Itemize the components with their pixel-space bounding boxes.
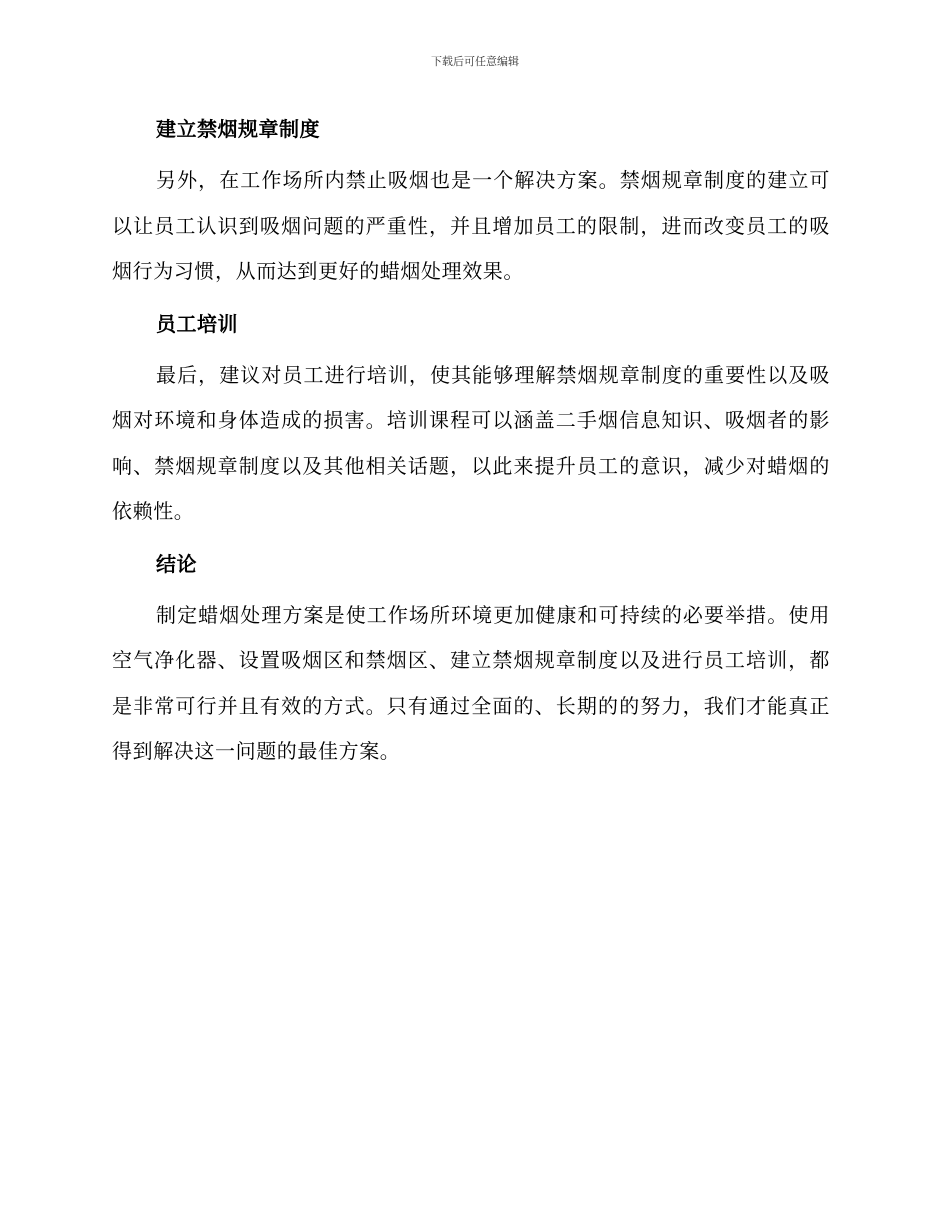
section-heading-employee-training: 员工培训 xyxy=(156,311,238,336)
section-heading-no-smoking-rules: 建立禁烟规章制度 xyxy=(156,117,320,141)
paragraph-employee-training: 最后，建议对员工进行培训，使其能够理解禁烟规章制度的重要性以及吸烟对环境和身体造成的损害。培训课程可以涵盖二手烟信息知识、吸烟者的影响、禁烟规章制度以及其他相关话题，以此来提升员工的意识，减少对蜡烟的依赖性。 xyxy=(112,362,830,523)
paragraph-conclusion: 制定蜡烟处理方案是使工作场所环境更加健康和可持续的必要举措。使用空气净化器、设置吸烟区和禁烟区、建立禁烟规章制度以及进行员工培训，都是非常可行并且有效的方式。只有通过全面的、长期的的努力，我们才能真正得到解决这一问题的最佳方案。 xyxy=(112,602,830,763)
header-note: 下载后可任意编辑 xyxy=(431,55,519,68)
section-heading-conclusion: 结论 xyxy=(156,551,197,576)
paragraph-no-smoking-rules: 另外，在工作场所内禁止吸烟也是一个解决方案。禁烟规章制度的建立可以让员工认识到吸烟问题的严重性，并且增加员工的限制，进而改变员工的吸烟行为习惯，从而达到更好的蜡烟处理效果。 xyxy=(112,168,830,283)
document-body xyxy=(112,112,830,787)
